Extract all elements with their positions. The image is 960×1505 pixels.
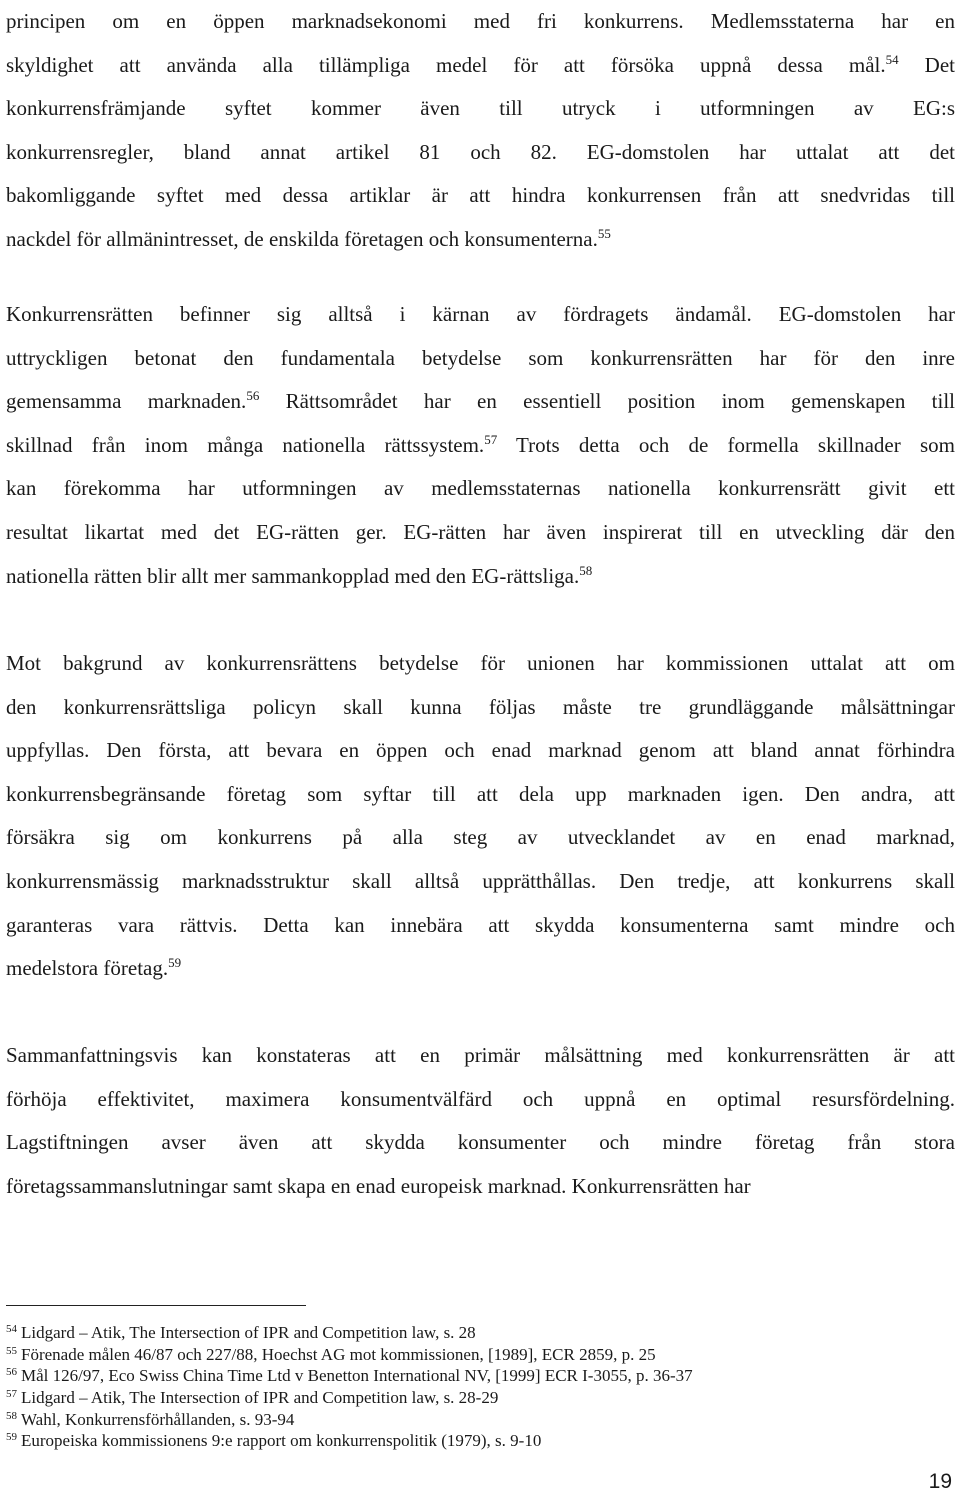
- paragraph: [6, 0, 955, 262]
- footnote-reference[interactable]: 55: [597, 225, 611, 241]
- text-line: [6, 947, 955, 991]
- text-run: förhöja effektivitet, maximera konsumentvälfärd och uppnå en optimal resursfördelning.: [6, 1086, 955, 1111]
- text-line: [6, 904, 955, 948]
- paragraph: [6, 293, 955, 598]
- text-run: konkurrensregler, bland annat artikel 81 och 82. EG-domstolen har uttalat att det: [6, 139, 955, 164]
- footnote-item: [6, 1322, 946, 1344]
- footnote-item: [6, 1387, 946, 1409]
- footnote-reference[interactable]: 57: [484, 431, 498, 447]
- footnote-reference[interactable]: 59: [168, 955, 182, 971]
- text-run: företagssammanslutningar samt skapa en enad europeisk marknad. Konkurrensrätten har: [6, 1173, 751, 1198]
- footnote-number: 59: [6, 1431, 17, 1444]
- text-line: [6, 218, 955, 262]
- text-run: uttryckligen betonat den fundamentala betydelse som konkurrensrätten har för den inre: [6, 345, 955, 370]
- text-run: gemensamma marknaden.: [6, 389, 247, 414]
- footnote-text: Förenade målen 46/87 och 227/88, Hoechst AG mot kommissionen, [1989], ECR 2859, p. 25: [21, 1344, 656, 1364]
- text-line: [6, 686, 955, 730]
- text-line: [6, 773, 955, 817]
- text-line: [6, 380, 955, 424]
- text-line: [6, 1034, 955, 1078]
- text-run: försäkra sig om konkurrens på alla steg av utvecklandet av en enad marknad,: [6, 825, 955, 850]
- text-line: [6, 1121, 955, 1165]
- footnote-reference[interactable]: 54: [885, 51, 899, 67]
- footnote-text: Mål 126/97, Eco Swiss China Time Ltd v Benetton International NV, [1999] ECR I-3055, p. 36-37: [21, 1366, 693, 1386]
- footnote-item: [6, 1344, 946, 1366]
- text-run: Lagstiftningen avser även att skydda konsumenter och mindre företag från stora: [6, 1130, 955, 1155]
- paragraph: [6, 1034, 955, 1208]
- paragraph: [6, 642, 955, 991]
- footnote-text: Wahl, Konkurrensförhållanden, s. 93-94: [21, 1409, 295, 1429]
- text-run: principen om en öppen marknadsekonomi med fri konkurrens. Medlemsstaterna har en: [6, 9, 955, 33]
- text-run: konkurrensmässig marknadsstruktur skall alltså upprätthållas. Den tredje, att konkurrens skall: [6, 868, 955, 893]
- text-run: bakomliggande syftet med dessa artiklar är att hindra konkurrensen från att snedvridas till: [6, 183, 955, 208]
- footnote-reference[interactable]: 56: [246, 388, 260, 404]
- footnotes: [6, 1322, 946, 1452]
- text-run: den konkurrensrättsliga policyn skall kunna följas måste tre grundläggande målsättningar: [6, 694, 955, 719]
- text-run: Mot bakgrund av konkurrensrättens betydelse för unionen har kommissionen uttalat att om: [6, 651, 955, 675]
- text-run: konkurrensfrämjande syftet kommer även till utryck i utformningen av EG:s: [6, 96, 955, 121]
- text-line: [6, 1165, 955, 1209]
- text-line: [6, 467, 955, 511]
- footnote-item: [6, 1409, 946, 1431]
- text-line: [6, 337, 955, 381]
- text-line: [6, 44, 955, 88]
- footnote-number: 57: [6, 1388, 17, 1401]
- text-run: konkurrensbegränsande företag som syftar till att dela upp marknaden igen. Den andra, att: [6, 781, 955, 806]
- text-line: [6, 0, 955, 44]
- text-run: Det: [898, 52, 955, 77]
- footnote-number: 58: [6, 1409, 17, 1422]
- text-run: resultat likartat med det EG-rätten ger. EG-rätten har även inspirerat till en utveckling där den: [6, 519, 955, 544]
- text-line: [6, 293, 955, 337]
- text-line: [6, 555, 955, 599]
- text-run: Konkurrensrätten befinner sig alltså i kärnan av fördragets ändamål. EG-domstolen har: [6, 302, 955, 326]
- text-line: [6, 860, 955, 904]
- text-run: Sammanfattningsvis kan konstateras att en primär målsättning med konkurrensrätten är att: [6, 1043, 955, 1067]
- text-run: nackdel för allmänintresset, de enskilda företagen och konsumenterna.: [6, 226, 598, 251]
- footnote-item: [6, 1430, 946, 1452]
- text-run: kan förekomma har utformningen av medlemsstaternas nationella konkurrensrätt givit ett: [6, 476, 955, 501]
- footnote-text: Europeiska kommissionens 9:e rapport om konkurrenspolitik (1979), s. 9-10: [21, 1431, 542, 1451]
- text-line: [6, 729, 955, 773]
- footnote-number: 56: [6, 1366, 17, 1379]
- text-run: garanteras vara rättvis. Detta kan innebära att skydda konsumenterna samt mindre och: [6, 912, 955, 937]
- text-line: [6, 174, 955, 218]
- text-run: uppfyllas. Den första, att bevara en öppen och enad marknad genom att bland annat förhindra: [6, 738, 955, 763]
- text-run: nationella rätten blir allt mer sammankopplad med den EG-rättsliga.: [6, 563, 580, 588]
- text-run: skillnad från inom många nationella rättssystem.: [6, 432, 485, 457]
- text-line: [6, 131, 955, 175]
- text-run: Rättsområdet har en essentiell position inom gemenskapen till: [259, 389, 955, 414]
- text-line: [6, 511, 955, 555]
- page-number: 19: [928, 1470, 952, 1493]
- text-line: [6, 87, 955, 131]
- footnote-separator: [6, 1305, 306, 1306]
- text-run: Trots detta och de formella skillnader som: [497, 432, 955, 457]
- text-run: medelstora företag.: [6, 956, 169, 981]
- footnote-reference[interactable]: 58: [579, 562, 593, 578]
- text-line: [6, 642, 955, 686]
- text-line: [6, 1078, 955, 1122]
- footnote-item: [6, 1365, 946, 1387]
- footnote-text: Lidgard – Atik, The Intersection of IPR and Competition law, s. 28-29: [21, 1388, 499, 1408]
- footnote-number: 54: [6, 1323, 17, 1335]
- footnote-text: Lidgard – Atik, The Intersection of IPR and Competition law, s. 28: [21, 1323, 476, 1342]
- text-line: [6, 816, 955, 860]
- text-line: [6, 424, 955, 468]
- footnote-number: 55: [6, 1344, 17, 1357]
- text-run: skyldighet att använda alla tillämpliga medel för att försöka uppnå dessa mål.: [6, 52, 886, 77]
